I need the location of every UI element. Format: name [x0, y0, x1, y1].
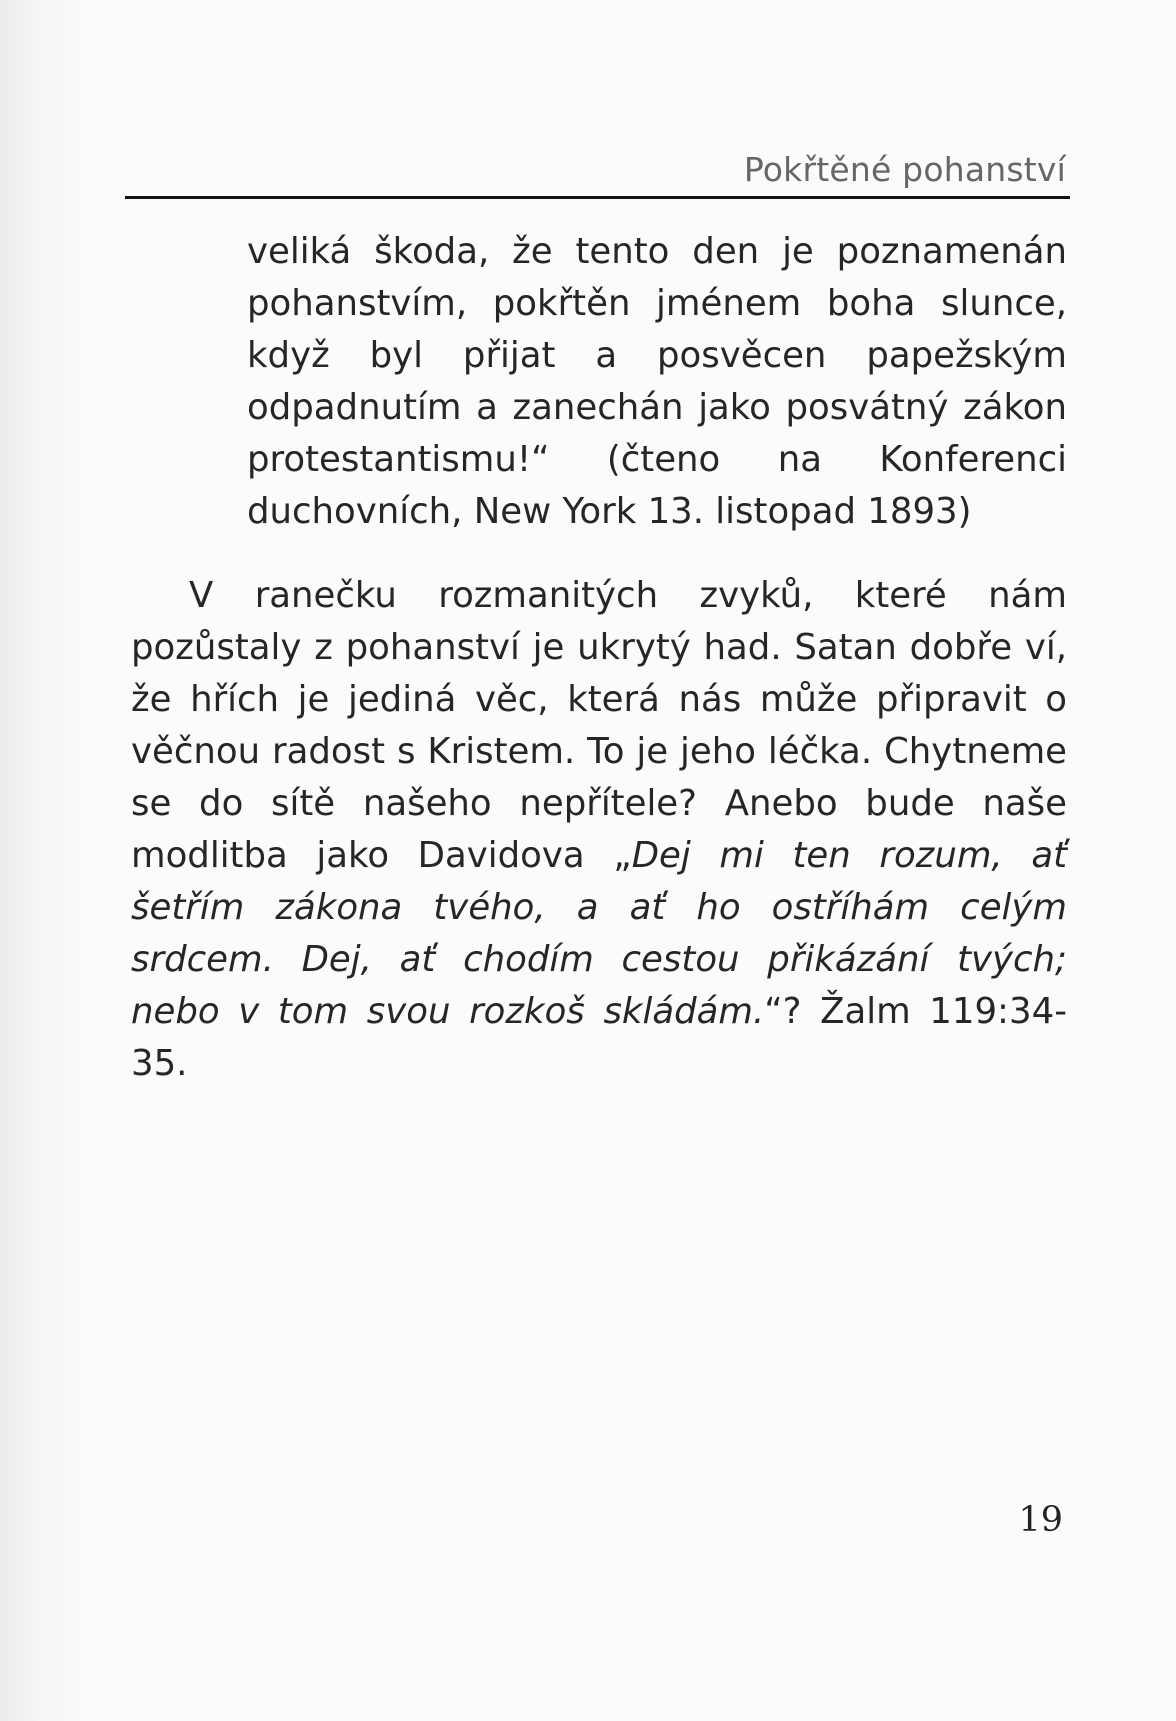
body-paragraph	[131, 570, 1067, 1090]
block-quote: veliká škoda, že tento den je poznamenán pohanstvím, pokřtěn jménem boha slunce, když byl přijat a posvěcen papežským odpadnutím a zanechán jako posvátný zákon protestantismu!“ (čteno na Konferenci duchovních, New York 13. listopad 1893)	[247, 231, 1067, 532]
page-number: 19	[1018, 1500, 1063, 1540]
psalm-reference: “? Žalm 119:34-35.	[131, 991, 1068, 1084]
psalm-quotation: Dej mi ten rozum, ať šetřím zákona tvého, a ať ho ostříhám celým srdcem. Dej, ať chodím cestou přikázání tvých; nebo v tom svou rozkoš skládám.	[131, 835, 1068, 1032]
header-rule	[125, 196, 1070, 199]
paragraph-text: V ranečku rozmanitých zvyků, které nám pozůstaly z pohanství je ukrytý had. Satan dobře ví, že hřích je jediná věc, která nás může připravit o věčnou radost s Kristem. To je jeho léčka. Chytneme se do sítě našeho nepřítele? Anebo bude naše modlitba jako Davidova „	[131, 575, 1067, 876]
running-head: Pokřtěné pohanství	[743, 150, 1066, 189]
